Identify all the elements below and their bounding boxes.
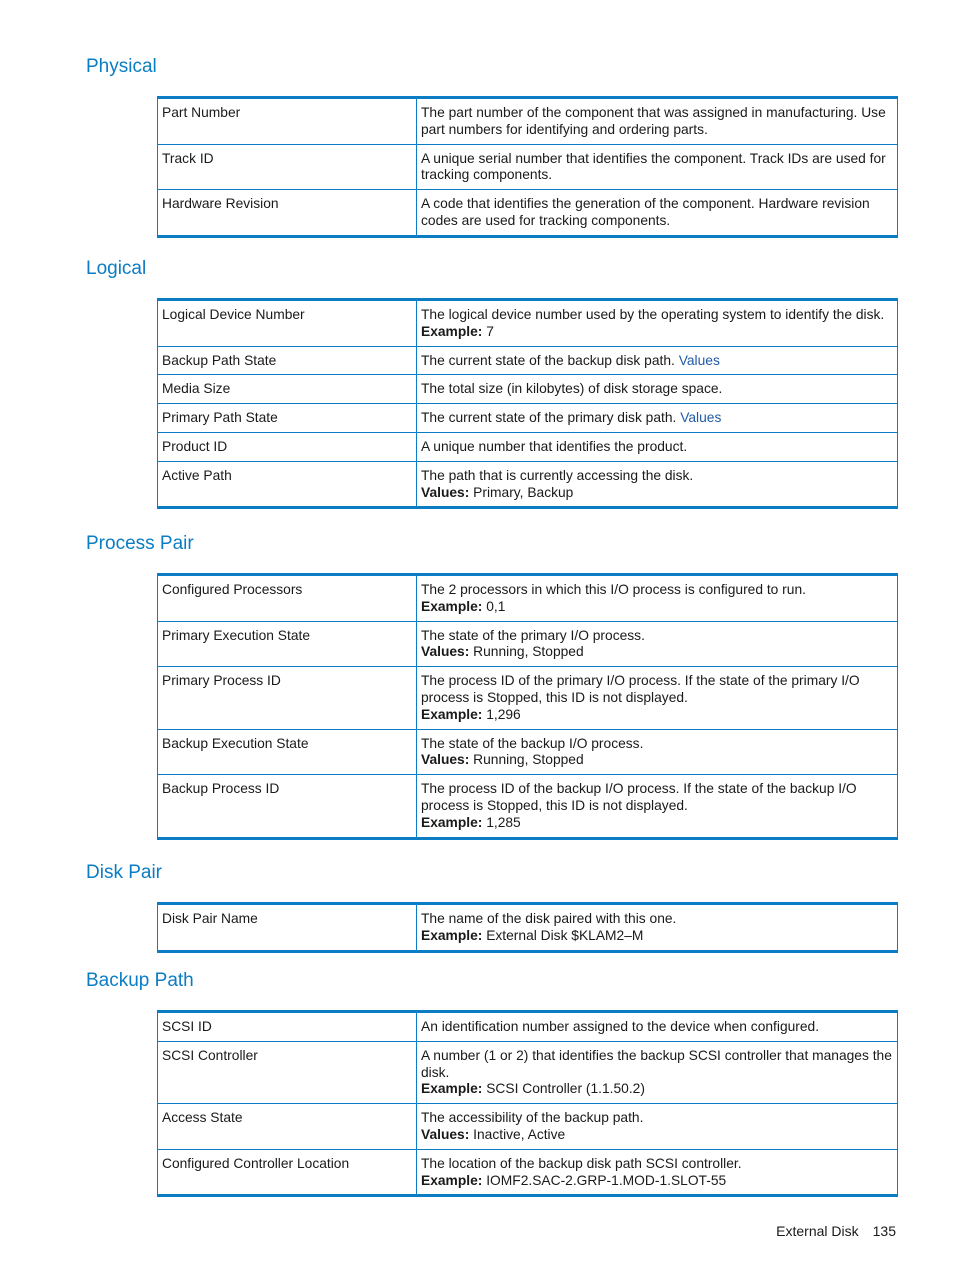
example-label: Example:: [421, 814, 483, 830]
field-description: The name of the disk paired with this one. Example: External Disk $KLAM2–M: [417, 904, 898, 952]
values-value: Inactive, Active: [473, 1126, 566, 1142]
table-row: [158, 575, 898, 622]
field-name: Disk Pair Name: [158, 904, 417, 952]
table-row: [158, 190, 898, 237]
field-name: Primary Process ID: [158, 667, 417, 729]
spec-table: [157, 573, 898, 840]
example-label: Example:: [421, 1172, 483, 1188]
example-label: Example:: [421, 598, 483, 614]
example-value: 0,1: [486, 598, 506, 614]
section-title: Process Pair: [86, 533, 194, 554]
field-name: Logical Device Number: [158, 300, 417, 347]
example-value: External Disk $KLAM2–M: [486, 927, 644, 943]
field-name: Active Path: [158, 461, 417, 508]
field-description: A unique serial number that identifies the component. Track IDs are used for tracking components.: [417, 144, 898, 190]
example-value: SCSI Controller (1.1.50.2): [486, 1081, 645, 1097]
section-title: Logical: [86, 258, 147, 279]
values-value: Primary, Backup: [473, 484, 574, 500]
table-row: [158, 404, 898, 433]
example-value: IOMF2.SAC-2.GRP-1.MOD-1.SLOT-55: [486, 1172, 727, 1188]
page-number: 135: [872, 1223, 896, 1239]
example-value: 7: [486, 323, 494, 339]
table-row: [158, 667, 898, 729]
values-link[interactable]: Values: [680, 410, 722, 426]
field-name: SCSI ID: [158, 1012, 417, 1042]
values-label: Values:: [421, 752, 470, 768]
example-value: 1,285: [486, 814, 521, 830]
spec-table: [157, 1010, 898, 1197]
table-row: [158, 775, 898, 838]
field-name: Access State: [158, 1104, 417, 1150]
values-label: Values:: [421, 644, 470, 660]
table-row: [158, 1041, 898, 1103]
field-name: Hardware Revision: [158, 190, 417, 237]
section-title: Disk Pair: [86, 862, 163, 883]
field-description: The 2 processors in which this I/O process is configured to run. Example: 0,1: [417, 575, 898, 622]
field-description: An identification number assigned to the device when configured.: [417, 1012, 898, 1042]
field-name: Configured Controller Location: [158, 1149, 417, 1196]
field-description: The total size (in kilobytes) of disk storage space.: [417, 375, 898, 404]
field-description: A code that identifies the generation of the component. Hardware revision codes are used for tracking components.: [417, 190, 898, 237]
table-row: [158, 300, 898, 347]
field-description: A unique number that identifies the product.: [417, 432, 898, 461]
spec-table: [157, 298, 898, 509]
field-name: Product ID: [158, 432, 417, 461]
example-label: Example:: [421, 927, 483, 943]
values-value: Running, Stopped: [473, 644, 584, 660]
example-value: 1,296: [486, 706, 521, 722]
table-row: [158, 904, 898, 952]
field-description: The process ID of the primary I/O process. If the state of the primary I/O process is Stopped, this ID is not displayed. Example: 1,296: [417, 667, 898, 729]
field-description: The accessibility of the backup path. Values: Inactive, Active: [417, 1104, 898, 1150]
field-name: Backup Path State: [158, 346, 417, 375]
field-description: The current state of the backup disk path. Values: [417, 346, 898, 375]
table-row: [158, 461, 898, 508]
field-name: Media Size: [158, 375, 417, 404]
field-name: Primary Path State: [158, 404, 417, 433]
section-title: Backup Path: [86, 970, 194, 991]
values-value: Running, Stopped: [473, 752, 584, 768]
field-description: The path that is currently accessing the disk. Values: Primary, Backup: [417, 461, 898, 508]
table-row: [158, 1104, 898, 1150]
table-row: [158, 144, 898, 190]
field-name: Track ID: [158, 144, 417, 190]
example-label: Example:: [421, 1081, 483, 1097]
table-row: [158, 432, 898, 461]
table-row: [158, 729, 898, 775]
table-row: [158, 1149, 898, 1196]
field-name: Backup Process ID: [158, 775, 417, 838]
field-name: Configured Processors: [158, 575, 417, 622]
spec-table: [157, 96, 898, 238]
field-description: The part number of the component that was assigned in manufacturing. Use part numbers for identifying and ordering parts.: [417, 98, 898, 145]
field-description: The process ID of the backup I/O process. If the state of the backup I/O process is Stopped, this ID is not displayed. Example: 1,285: [417, 775, 898, 838]
table-row: [158, 346, 898, 375]
table-row: [158, 1012, 898, 1042]
field-description: The logical device number used by the operating system to identify the disk. Example: 7: [417, 300, 898, 347]
values-label: Values:: [421, 484, 470, 500]
field-name: Backup Execution State: [158, 729, 417, 775]
section-title: Physical: [86, 56, 157, 77]
field-description: A number (1 or 2) that identifies the backup SCSI controller that manages the disk. Example: SCSI Controller (1.1.50.2): [417, 1041, 898, 1103]
field-name: Part Number: [158, 98, 417, 145]
spec-table: [157, 902, 898, 953]
page-footer: [776, 1223, 896, 1239]
example-label: Example:: [421, 323, 483, 339]
field-description: The state of the backup I/O process. Values: Running, Stopped: [417, 729, 898, 775]
field-name: SCSI Controller: [158, 1041, 417, 1103]
field-description: The current state of the primary disk path. Values: [417, 404, 898, 433]
table-row: [158, 98, 898, 145]
values-label: Values:: [421, 1126, 470, 1142]
values-link[interactable]: Values: [678, 352, 720, 368]
field-name: Primary Execution State: [158, 621, 417, 667]
footer-title: External Disk: [776, 1223, 859, 1239]
field-description: The state of the primary I/O process. Values: Running, Stopped: [417, 621, 898, 667]
table-row: [158, 621, 898, 667]
table-row: [158, 375, 898, 404]
example-label: Example:: [421, 706, 483, 722]
field-description: The location of the backup disk path SCSI controller. Example: IOMF2.SAC-2.GRP-1.MOD-1.SLOT-55: [417, 1149, 898, 1196]
